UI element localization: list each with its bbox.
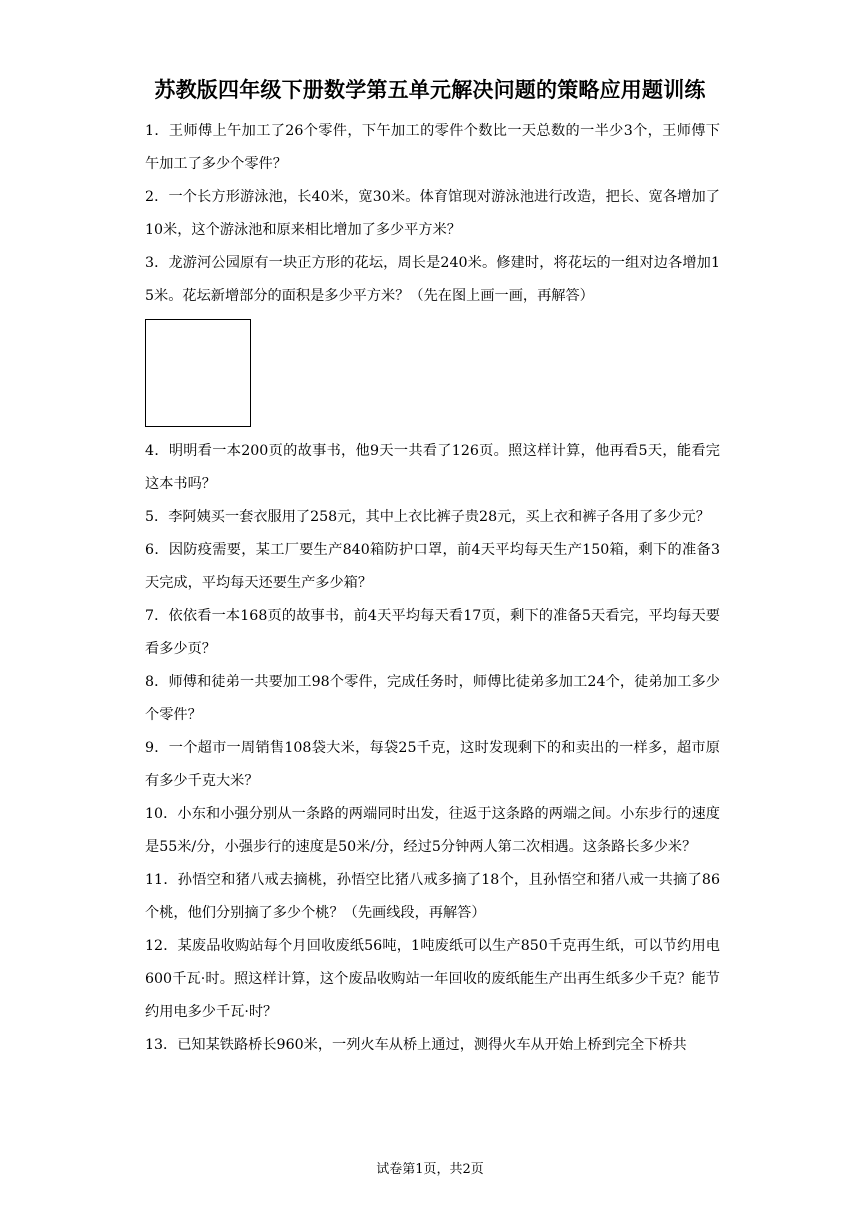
question-6: 6．因防疫需要，某工厂要生产840箱防护口罩，前4天平均每天生产150箱，剩下的准备3天完成，平均每天还要生产多少箱？ — [145, 542, 720, 591]
question-10: 10．小东和小强分别从一条路的两端同时出发，往返于这条路的两端之间。小东步行的速度是55米/分，小强步行的速度是50米/分，经过5分钟两人第二次相遇。这条路长多少米？ — [145, 806, 720, 855]
page-footer: 试卷第1页，共2页 — [376, 1162, 484, 1177]
question-13: 13．已知某铁路桥长960米，一列火车从桥上通过，测得火车从开始上桥到完全下桥共 — [145, 1037, 687, 1053]
question-8: 8．师傅和徒弟一共要加工98个零件，完成任务时，师傅比徒弟多加工24个，徒弟加工多少个零件？ — [145, 674, 720, 723]
question-list — [145, 115, 720, 1062]
question-1: 1．王师傅上午加工了26个零件，下午加工的零件个数比一天总数的一半少3个，王师傅下午加工了多少个零件？ — [145, 123, 720, 172]
question-2: 2．一个长方形游泳池，长40米，宽30米。体育馆现对游泳池进行改造，把长、宽各增加了10米，这个游泳池和原来相比增加了多少平方米？ — [145, 189, 720, 238]
page-title: 苏教版四年级下册数学第五单元解决问题的策略应用题训练 — [154, 77, 706, 102]
question-11: 11．孙悟空和猪八戒去摘桃，孙悟空比猪八戒多摘了18个，且孙悟空和猪八戒一共摘了86个桃，他们分别摘了多少个桃？（先画线段，再解答） — [145, 872, 720, 921]
square-flowerbed-figure — [145, 319, 251, 427]
question-5: 5．李阿姨买一套衣服用了258元，其中上衣比裤子贵28元，买上衣和裤子各用了多少元？ — [145, 509, 710, 525]
question-4: 4．明明看一本200页的故事书，他9天一共看了126页。照这样计算，他再看5天，能看完这本书吗？ — [145, 443, 720, 492]
question-3: 3．龙游河公园原有一块正方形的花坛，周长是240米。修建时，将花坛的一组对边各增加15米。花坛新增部分的面积是多少平方米？（先在图上画一画，再解答） — [145, 255, 720, 304]
question-9: 9．一个超市一周销售108袋大米，每袋25千克，这时发现剩下的和卖出的一样多，超市原有多少千克大米？ — [145, 740, 720, 789]
question-12: 12．某废品收购站每个月回收废纸56吨，1吨废纸可以生产850千克再生纸，可以节约用电600千瓦·时。照这样计算，这个废品收购站一年回收的废纸能生产出再生纸多少千克？能节约用电多少千瓦·时？ — [145, 938, 720, 1020]
question-7: 7．依依看一本168页的故事书，前4天平均每天看17页，剩下的准备5天看完，平均每天要看多少页？ — [145, 608, 720, 657]
